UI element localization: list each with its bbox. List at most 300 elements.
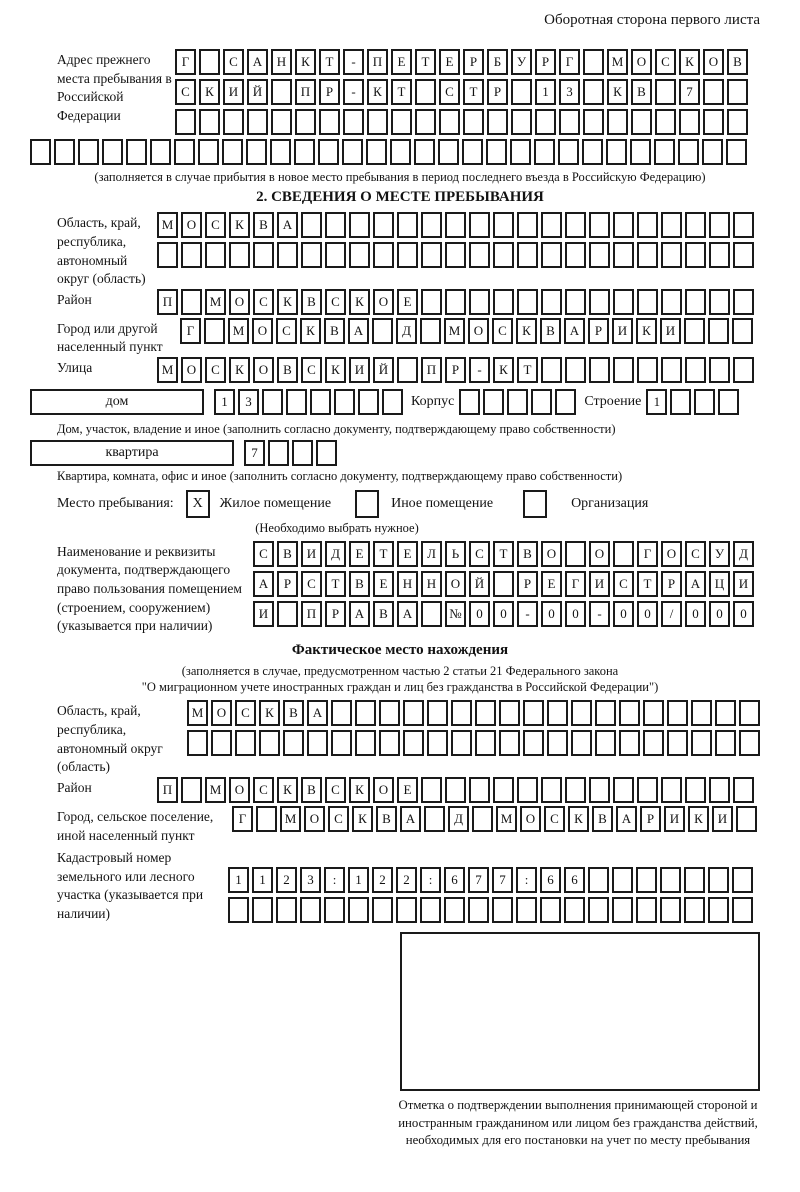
s2-raion-label: Район [57, 291, 92, 307]
char-cell: К [325, 357, 346, 383]
char-cell: Й [469, 571, 490, 597]
char-cell: В [373, 601, 394, 627]
s2-raion-block [57, 289, 800, 315]
char-cell [732, 867, 753, 893]
char-cell [301, 242, 322, 268]
char-cell: К [199, 79, 220, 105]
char-cell [499, 730, 520, 756]
char-cell [589, 242, 610, 268]
char-cell [235, 730, 256, 756]
char-cell [613, 357, 634, 383]
char-cell: Т [463, 79, 484, 105]
char-cell [612, 897, 633, 923]
char-cell [685, 212, 706, 238]
char-cell [589, 357, 610, 383]
al-gorod-label: Город, сельское поселение, иной населенный пункт [57, 808, 214, 843]
char-cell: 7 [468, 867, 489, 893]
char-cell: П [421, 357, 442, 383]
char-cell: 2 [372, 867, 393, 893]
char-cell [565, 242, 586, 268]
section2-title: 2. СВЕДЕНИЯ О МЕСТЕ ПРЕБЫВАНИЯ [256, 189, 544, 206]
char-cell [715, 730, 736, 756]
char-cell [565, 289, 586, 315]
char-cell [445, 289, 466, 315]
char-cell [541, 242, 562, 268]
char-cell: С [253, 541, 274, 567]
kadastr-row-2 [228, 897, 756, 923]
char-cell [252, 897, 273, 923]
char-cell: В [376, 806, 397, 832]
char-cell: О [445, 571, 466, 597]
char-cell [685, 242, 706, 268]
char-cell [732, 897, 753, 923]
char-cell [661, 242, 682, 268]
char-cell: М [157, 212, 178, 238]
char-cell [271, 79, 292, 105]
char-cell: 7 [679, 79, 700, 105]
char-cell [534, 139, 555, 165]
s2-gorod-block [57, 318, 800, 357]
char-cell [565, 357, 586, 383]
char-cell: П [157, 777, 178, 803]
mesto-row [57, 490, 800, 518]
char-cell [424, 806, 445, 832]
char-cell [613, 541, 634, 567]
document-block [57, 541, 800, 636]
char-cell [421, 242, 442, 268]
char-cell: О [520, 806, 541, 832]
char-cell [462, 139, 483, 165]
char-cell: С [469, 541, 490, 567]
char-cell [517, 289, 538, 315]
char-cell: Е [349, 541, 370, 567]
char-cell [331, 730, 352, 756]
prev-address-row-1 [175, 49, 751, 75]
char-cell [259, 730, 280, 756]
zhiloe-checkbox: X [186, 490, 210, 518]
char-cell [228, 897, 249, 923]
char-cell [733, 242, 754, 268]
char-cell: 3 [300, 867, 321, 893]
char-cell: 1 [228, 867, 249, 893]
char-cell [342, 139, 363, 165]
char-cell: Г [232, 806, 253, 832]
char-cell [637, 212, 658, 238]
char-cell: : [420, 867, 441, 893]
char-cell [541, 289, 562, 315]
char-cell: И [301, 541, 322, 567]
char-cell: Т [637, 571, 658, 597]
char-cell: Е [439, 49, 460, 75]
s2-gorod-row [180, 318, 756, 344]
char-cell: С [325, 289, 346, 315]
char-cell: М [187, 700, 208, 726]
char-cell [222, 139, 243, 165]
char-cell [54, 139, 75, 165]
char-cell [702, 139, 723, 165]
char-cell [667, 730, 688, 756]
char-cell [283, 730, 304, 756]
char-cell: А [307, 700, 328, 726]
char-cell [390, 139, 411, 165]
dom-cells [214, 389, 406, 415]
char-cell: 0 [541, 601, 562, 627]
char-cell: С [301, 357, 322, 383]
char-cell [246, 139, 267, 165]
char-cell: С [276, 318, 297, 344]
char-cell [444, 897, 465, 923]
char-cell: Д [733, 541, 754, 567]
char-cell [175, 109, 196, 135]
char-cell [582, 139, 603, 165]
char-cell [472, 806, 493, 832]
char-cell [630, 139, 651, 165]
prev-address-grid [175, 49, 751, 135]
char-cell [709, 212, 730, 238]
char-cell [685, 777, 706, 803]
char-cell: В [631, 79, 652, 105]
al-raion-block [57, 777, 800, 803]
char-cell [421, 289, 442, 315]
char-cell: В [301, 777, 322, 803]
char-cell: С [253, 777, 274, 803]
char-cell [661, 357, 682, 383]
char-cell: 6 [564, 867, 585, 893]
char-cell: М [205, 777, 226, 803]
char-cell [661, 289, 682, 315]
char-cell: Д [448, 806, 469, 832]
char-cell: О [181, 357, 202, 383]
char-cell [150, 139, 171, 165]
char-cell [198, 139, 219, 165]
char-cell [540, 897, 561, 923]
char-cell [703, 79, 724, 105]
char-cell [643, 700, 664, 726]
char-cell: Д [396, 318, 417, 344]
char-cell [715, 700, 736, 726]
organizatsiya-label: Организация [571, 495, 649, 511]
char-cell [655, 109, 676, 135]
char-cell [655, 79, 676, 105]
char-cell: - [517, 601, 538, 627]
mesto-label: Место пребывания: [57, 495, 174, 511]
char-cell [268, 440, 289, 466]
char-cell: М [607, 49, 628, 75]
al-oblast-row-2 [187, 730, 763, 756]
char-cell: О [541, 541, 562, 567]
dom-row [30, 389, 800, 419]
char-cell: П [157, 289, 178, 315]
char-cell: А [277, 212, 298, 238]
char-cell [636, 897, 657, 923]
char-cell: 0 [469, 601, 490, 627]
char-cell [733, 289, 754, 315]
actual-location-note-1: (заполняется в случае, предусмотренном частью 2 статьи 21 Федерального закона [181, 663, 619, 678]
char-cell: К [568, 806, 589, 832]
char-cell: Т [373, 541, 394, 567]
char-cell [379, 730, 400, 756]
s2-oblast-block [57, 212, 800, 289]
char-cell [733, 357, 754, 383]
char-cell [709, 289, 730, 315]
stroenie-cells [646, 389, 742, 415]
char-cell: 1 [348, 867, 369, 893]
char-cell: И [733, 571, 754, 597]
char-cell: Р [487, 79, 508, 105]
stroenie-label: Строение [584, 394, 642, 409]
char-cell [531, 389, 552, 415]
char-cell [334, 389, 355, 415]
char-cell: М [205, 289, 226, 315]
char-cell [588, 867, 609, 893]
char-cell: И [712, 806, 733, 832]
char-cell: С [613, 571, 634, 597]
char-cell [547, 730, 568, 756]
kvartira-note: Квартира, комната, офис и иное (заполнить согласно документу, подтверждающему право собственности) [57, 469, 623, 484]
char-cell [403, 700, 424, 726]
char-cell [358, 389, 379, 415]
char-cell: А [685, 571, 706, 597]
char-cell [564, 897, 585, 923]
char-cell: 1 [535, 79, 556, 105]
char-cell: К [516, 318, 537, 344]
char-cell: 0 [637, 601, 658, 627]
char-cell [415, 79, 436, 105]
prev-address-row-3 [175, 109, 751, 135]
char-cell [733, 777, 754, 803]
char-cell: 0 [493, 601, 514, 627]
char-cell [262, 389, 283, 415]
char-cell [523, 700, 544, 726]
char-cell [204, 318, 225, 344]
char-cell: Г [180, 318, 201, 344]
char-cell [439, 109, 460, 135]
char-cell: И [253, 601, 274, 627]
char-cell [277, 601, 298, 627]
char-cell [535, 109, 556, 135]
char-cell: : [324, 867, 345, 893]
s2-oblast-row-1 [157, 212, 757, 238]
char-cell [427, 730, 448, 756]
char-cell [589, 777, 610, 803]
char-cell [355, 730, 376, 756]
char-cell: Е [397, 777, 418, 803]
char-cell [30, 139, 51, 165]
char-cell [223, 109, 244, 135]
char-cell: Л [421, 541, 442, 567]
char-cell: О [211, 700, 232, 726]
char-cell [445, 242, 466, 268]
char-cell: К [277, 289, 298, 315]
document-grid [253, 541, 757, 627]
char-cell: 1 [646, 389, 667, 415]
char-cell [733, 212, 754, 238]
char-cell [366, 139, 387, 165]
al-oblast-grid [187, 700, 763, 756]
char-cell: А [397, 601, 418, 627]
s2-oblast-grid [157, 212, 757, 268]
char-cell: Г [175, 49, 196, 75]
char-cell [589, 212, 610, 238]
char-cell: Б [487, 49, 508, 75]
char-cell [718, 389, 739, 415]
char-cell: Р [588, 318, 609, 344]
char-cell: Т [493, 541, 514, 567]
char-cell [396, 897, 417, 923]
char-cell: Н [421, 571, 442, 597]
kadastr-row-1 [228, 867, 756, 893]
char-cell [199, 49, 220, 75]
char-cell: А [564, 318, 585, 344]
prev-address-overflow-row [30, 139, 800, 165]
char-cell [271, 109, 292, 135]
char-cell [307, 730, 328, 756]
char-cell [516, 897, 537, 923]
char-cell [660, 897, 681, 923]
char-cell [420, 897, 441, 923]
char-cell [643, 730, 664, 756]
char-cell: О [304, 806, 325, 832]
char-cell: М [496, 806, 517, 832]
char-cell [541, 212, 562, 238]
char-cell: 3 [238, 389, 259, 415]
inoe-checkbox [355, 490, 379, 518]
char-cell: О [631, 49, 652, 75]
document-row-1 [253, 541, 757, 567]
char-cell: С [205, 212, 226, 238]
korpus-label: Корпус [411, 394, 455, 409]
char-cell [613, 212, 634, 238]
char-cell [541, 777, 562, 803]
char-cell: О [252, 318, 273, 344]
char-cell [613, 289, 634, 315]
char-cell [469, 242, 490, 268]
char-cell: К [259, 700, 280, 726]
char-cell: / [661, 601, 682, 627]
char-cell: С [325, 777, 346, 803]
char-cell [583, 109, 604, 135]
char-cell [382, 389, 403, 415]
char-cell: С [685, 541, 706, 567]
char-cell [493, 571, 514, 597]
char-cell [736, 806, 757, 832]
char-cell [102, 139, 123, 165]
char-cell [727, 79, 748, 105]
char-cell: 7 [244, 440, 265, 466]
char-cell [619, 700, 640, 726]
char-cell [559, 109, 580, 135]
char-cell: О [373, 777, 394, 803]
char-cell [619, 730, 640, 756]
char-cell: А [348, 318, 369, 344]
char-cell: В [592, 806, 613, 832]
char-cell: А [349, 601, 370, 627]
document-row-2 [253, 571, 757, 597]
char-cell: И [664, 806, 685, 832]
char-cell: В [301, 289, 322, 315]
char-cell: С [301, 571, 322, 597]
char-cell: С [492, 318, 513, 344]
kadastr-block [57, 847, 800, 924]
char-cell [348, 897, 369, 923]
char-cell [595, 730, 616, 756]
char-cell: Р [463, 49, 484, 75]
char-cell: Е [397, 541, 418, 567]
char-cell: К [277, 777, 298, 803]
char-cell [247, 109, 268, 135]
char-cell [636, 867, 657, 893]
kadastr-label: Кадастровый номер земельного или лесного участка (указывается при наличии) [57, 850, 204, 921]
char-cell: 0 [733, 601, 754, 627]
char-cell [588, 897, 609, 923]
prev-address-row-2 [175, 79, 751, 105]
char-cell: К [367, 79, 388, 105]
char-cell: Г [565, 571, 586, 597]
al-oblast-block [57, 700, 800, 777]
char-cell: П [367, 49, 388, 75]
char-cell: Р [640, 806, 661, 832]
char-cell: М [444, 318, 465, 344]
al-oblast-row-1 [187, 700, 763, 726]
char-cell: К [679, 49, 700, 75]
char-cell: С [655, 49, 676, 75]
char-cell [499, 700, 520, 726]
char-cell [475, 700, 496, 726]
char-cell: П [295, 79, 316, 105]
char-cell [694, 389, 715, 415]
char-cell [727, 109, 748, 135]
char-cell: 1 [252, 867, 273, 893]
char-cell: : [516, 867, 537, 893]
char-cell [343, 109, 364, 135]
char-cell: Н [271, 49, 292, 75]
char-cell [468, 897, 489, 923]
char-cell [469, 212, 490, 238]
char-cell: И [349, 357, 370, 383]
char-cell: О [373, 289, 394, 315]
dom-note: Дом, участок, владение и иное (заполнить согласно документу, подтверждающему право собственности) [57, 422, 616, 436]
char-cell [205, 242, 226, 268]
char-cell: С [253, 289, 274, 315]
char-cell: М [157, 357, 178, 383]
char-cell: И [589, 571, 610, 597]
char-cell: - [343, 49, 364, 75]
char-cell: Т [415, 49, 436, 75]
s2-gorod-label: Город или другой населенный пункт [57, 320, 163, 355]
char-cell [667, 700, 688, 726]
char-cell [637, 289, 658, 315]
document-row-3 [253, 601, 757, 627]
char-cell: И [223, 79, 244, 105]
char-cell [427, 700, 448, 726]
char-cell [316, 440, 337, 466]
prev-address-note: (заполняется в случае прибытия в новое место пребывания в период последнего въезда в Российскую Федерацию) [94, 170, 706, 184]
char-cell [571, 730, 592, 756]
char-cell [331, 700, 352, 726]
char-cell: К [688, 806, 709, 832]
char-cell [511, 79, 532, 105]
char-cell [691, 700, 712, 726]
char-cell: К [352, 806, 373, 832]
organizatsiya-checkbox [523, 490, 547, 518]
char-cell [372, 318, 393, 344]
char-cell: О [229, 777, 250, 803]
char-cell: С [175, 79, 196, 105]
korpus-cells [459, 389, 579, 415]
char-cell [637, 357, 658, 383]
actual-location-title: Фактическое место нахождения [291, 641, 509, 658]
s2-ulitsa-row [157, 357, 757, 383]
